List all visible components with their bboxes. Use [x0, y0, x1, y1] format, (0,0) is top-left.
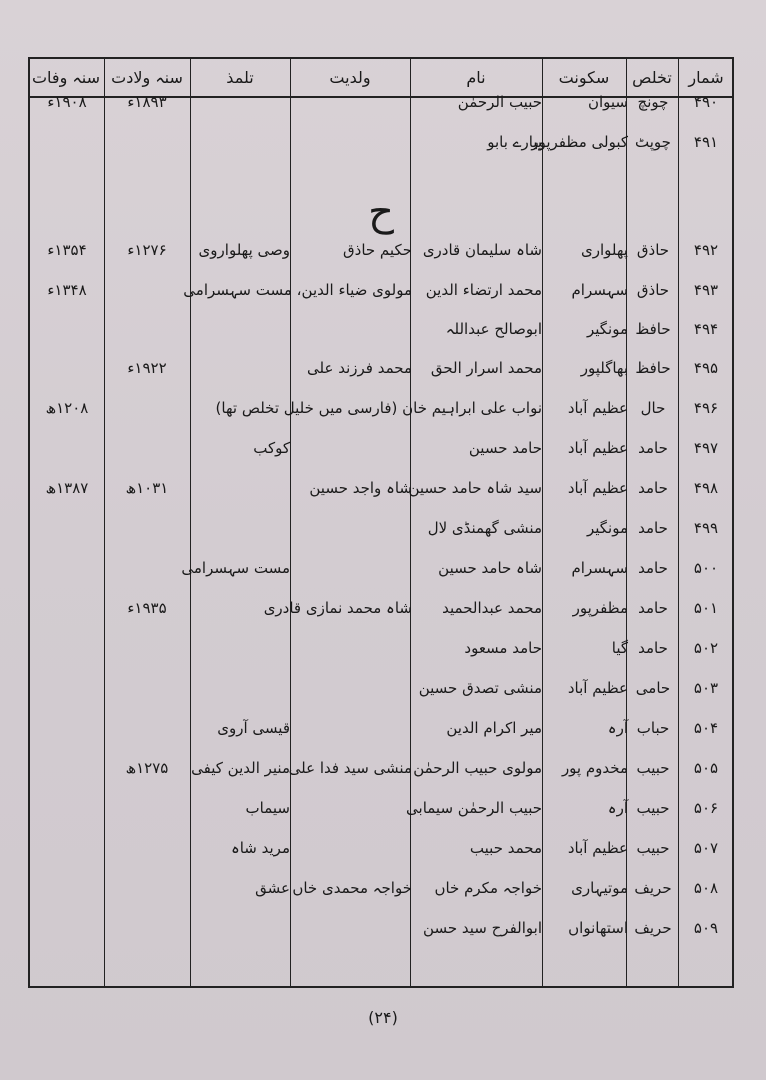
father-cell [292, 86, 412, 118]
teacher-cell [192, 472, 290, 504]
father-cell [292, 392, 412, 424]
name-cell: شاہ حامد حسین [438, 559, 542, 577]
father-cell [292, 432, 412, 464]
header-serial: شمار [688, 68, 724, 87]
name-cell: حبیب الرحمٰن سیمابی [406, 799, 542, 817]
name-cell: پیارے بابو [487, 133, 542, 151]
death-year-cell [32, 632, 102, 664]
name-cell: حبیب الرحمٰن [457, 93, 542, 111]
father-cell [292, 832, 412, 864]
teacher-cell [192, 512, 290, 544]
teacher-cell [192, 632, 290, 664]
birth-year-cell: ۱۰۳۱ھ [125, 479, 169, 497]
pen-name-cell: حامد [638, 599, 668, 617]
residence-cell: عظیم آباد [567, 479, 628, 497]
father-cell [292, 672, 412, 704]
father-cell: شاہ محمد نمازی قادری [263, 599, 412, 617]
residence-cell: عظیم آباد [567, 679, 628, 697]
teacher-cell [192, 274, 290, 306]
serial-cell: ۴۹۴ [693, 320, 719, 338]
father-cell [292, 792, 412, 824]
teacher-cell: منیر الدین کیفی [191, 759, 290, 777]
name-cell: حامد حسین [468, 439, 542, 457]
pen-name-cell: حافظ [635, 320, 671, 338]
serial-cell: ۵۰۳ [693, 679, 719, 697]
birth-year-cell: ۱۸۹۳ء [127, 93, 167, 111]
name-cell: شاہ سلیمان قادری [422, 241, 542, 259]
pen-name-cell: حاذق [636, 241, 670, 259]
birth-year-cell [106, 672, 188, 704]
pen-name-cell: حال [640, 399, 666, 417]
death-year-cell [32, 126, 102, 158]
father-cell: حکیم حاذق [343, 241, 412, 259]
pen-name-cell: حافظ [635, 359, 671, 377]
serial-cell: ۵۰۹ [693, 919, 719, 937]
pen-name-cell: حامد [638, 479, 668, 497]
teacher-cell: مرید شاہ [230, 839, 290, 857]
serial-cell: ۴۹۲ [693, 241, 719, 259]
poets-table [28, 57, 734, 988]
teacher-cell [192, 592, 290, 624]
birth-year-cell [106, 126, 188, 158]
pen-name-cell: چوپٹ [635, 133, 671, 151]
death-year-cell [32, 912, 102, 944]
serial-cell: ۵۰۷ [693, 839, 719, 857]
serial-cell: ۴۹۹ [693, 519, 719, 537]
death-year-cell [32, 313, 102, 345]
birth-year-cell [106, 632, 188, 664]
teacher-cell: عشق [255, 879, 290, 897]
column-rule [104, 59, 105, 986]
header-birth-year: سنہ ولادت [111, 68, 183, 87]
name-cell: محمد اسرار الحق [430, 359, 542, 377]
name-cell: منشی تصدق حسین [418, 679, 542, 697]
death-year-cell [32, 832, 102, 864]
teacher-cell: قیسی آروی [217, 719, 290, 737]
header-father: ولدیت [329, 68, 371, 87]
death-year-cell: ۱۹۰۸ء [47, 93, 87, 111]
birth-year-cell [106, 512, 188, 544]
death-year-cell: ۱۳۸۷ھ [45, 479, 89, 497]
birth-year-cell: ۱۲۷۵ھ [125, 759, 169, 777]
serial-cell: ۵۰۴ [693, 719, 719, 737]
death-year-cell [32, 552, 102, 584]
serial-cell: ۴۹۷ [693, 439, 719, 457]
page-number: (۲۴) [368, 1008, 398, 1027]
pen-name-cell: حامد [638, 639, 668, 657]
serial-cell: ۴۹۶ [693, 399, 719, 417]
pen-name-cell: حامد [638, 439, 668, 457]
father-cell [292, 126, 412, 158]
pen-name-cell: حامد [638, 519, 668, 537]
serial-cell: ۴۹۸ [693, 479, 719, 497]
pen-name-cell: حبیب [636, 799, 670, 817]
teacher-cell: کوکب [253, 439, 290, 457]
residence-cell: سہسرام [571, 559, 628, 577]
name-cell: نواب علی ابراہیم خان (فارسی میں خلیل تخلص تھا) [215, 399, 542, 417]
residence-cell: مونگیر [586, 519, 628, 537]
name-cell: میر اکرام الدین [446, 719, 542, 737]
birth-year-cell [106, 792, 188, 824]
header-name: نام [466, 68, 486, 87]
death-year-cell: ۱۳۴۸ء [47, 281, 87, 299]
header-pen-name: تخلص [632, 68, 672, 87]
residence-cell: بھاگلپور [580, 359, 628, 377]
father-cell [292, 512, 412, 544]
father-cell [292, 712, 412, 744]
residence-cell: سیوان [587, 93, 628, 111]
father-cell [292, 552, 412, 584]
serial-cell: ۵۰۵ [693, 759, 719, 777]
residence-cell: مونگیر [586, 320, 628, 338]
teacher-cell [192, 352, 290, 384]
birth-year-cell [106, 432, 188, 464]
residence-cell: مظفرپور [572, 599, 628, 617]
death-year-cell [32, 752, 102, 784]
pen-name-cell: چونچ [637, 93, 669, 111]
birth-year-cell [106, 912, 188, 944]
teacher-cell: مست سہسرامی [181, 559, 290, 577]
column-rule [542, 59, 543, 986]
header-residence: سکونت [558, 68, 610, 87]
father-cell: مولوی ضیاء الدین، مست سہسرامی [183, 281, 412, 299]
column-rule [290, 59, 291, 986]
residence-cell: عظیم آباد [567, 439, 628, 457]
death-year-cell: ۱۳۵۴ء [47, 241, 87, 259]
teacher-cell [192, 912, 290, 944]
death-year-cell: ۱۲۰۸ھ [45, 399, 89, 417]
birth-year-cell [106, 274, 188, 306]
serial-cell: ۴۹۰ [693, 93, 719, 111]
teacher-cell: سیماب [245, 799, 290, 817]
name-cell: محمد حبیب [469, 839, 542, 857]
name-cell: ابوالفرح سید حسن [423, 919, 542, 937]
header-teacher: تلمذ [226, 68, 254, 87]
birth-year-cell [106, 313, 188, 345]
pen-name-cell: حامد [638, 559, 668, 577]
residence-cell: کبولی مظفرپور [531, 133, 628, 151]
pen-name-cell: حامی [635, 679, 671, 697]
father-cell: شاہ واجد حسین [309, 479, 412, 497]
residence-cell: مخدوم پور [561, 759, 628, 777]
pen-name-cell: حریف [634, 919, 672, 937]
residence-cell: استھانواں [568, 919, 628, 937]
residence-cell: عظیم آباد [567, 399, 628, 417]
teacher-cell: وصی پھلواروی [198, 241, 290, 259]
death-year-cell [32, 672, 102, 704]
birth-year-cell [106, 392, 188, 424]
name-cell: مولوی حبیب الرحمٰن [413, 759, 542, 777]
birth-year-cell: ۱۹۲۲ء [127, 359, 167, 377]
name-cell: محمد ارتضاء الدین [425, 281, 542, 299]
teacher-cell [192, 672, 290, 704]
residence-cell: آرہ [607, 719, 628, 737]
residence-cell: موتیہاری [571, 879, 628, 897]
pen-name-cell: حباب [636, 719, 670, 737]
serial-cell: ۴۹۵ [693, 359, 719, 377]
name-cell: منشی گھمنڈی لال [427, 519, 542, 537]
death-year-cell [32, 592, 102, 624]
father-cell [292, 912, 412, 944]
teacher-cell [192, 313, 290, 345]
residence-cell: سہسرام [571, 281, 628, 299]
birth-year-cell [106, 552, 188, 584]
residence-cell: آرہ [607, 799, 628, 817]
father-cell [292, 313, 412, 345]
serial-cell: ۵۰۱ [693, 599, 719, 617]
birth-year-cell [106, 712, 188, 744]
serial-cell: ۴۹۱ [693, 133, 719, 151]
death-year-cell [32, 712, 102, 744]
death-year-cell [32, 352, 102, 384]
birth-year-cell [106, 832, 188, 864]
serial-cell: ۴۹۳ [693, 281, 719, 299]
pen-name-cell: حبیب [636, 839, 670, 857]
header-death-year: سنہ وفات [31, 68, 100, 87]
name-cell: حامد مسعود [464, 639, 542, 657]
section-letter: ح [368, 189, 394, 235]
name-cell: خواجہ مکرم خاں [434, 879, 542, 897]
birth-year-cell: ۱۲۷۶ء [127, 241, 167, 259]
serial-cell: ۵۰۰ [693, 559, 719, 577]
name-cell: ابوصالح عبداللہ [445, 320, 542, 338]
serial-cell: ۵۰۶ [693, 799, 719, 817]
birth-year-cell [106, 872, 188, 904]
father-cell: منشی سید فدا علی [288, 759, 412, 777]
death-year-cell [32, 792, 102, 824]
residence-cell: گیا [611, 639, 628, 657]
pen-name-cell: حریف [634, 879, 672, 897]
death-year-cell [32, 512, 102, 544]
birth-year-cell: ۱۹۳۵ء [127, 599, 167, 617]
pen-name-cell: حبیب [636, 759, 670, 777]
death-year-cell [32, 872, 102, 904]
column-rule [190, 59, 191, 986]
name-cell: محمد عبدالحمید [442, 599, 542, 617]
serial-cell: ۵۰۲ [693, 639, 719, 657]
serial-cell: ۵۰۸ [693, 879, 719, 897]
column-rule [678, 59, 679, 986]
father-cell [292, 632, 412, 664]
father-cell: خواجہ محمدی خاں [292, 879, 412, 897]
teacher-cell [192, 86, 290, 118]
name-cell: سید شاہ حامد حسین [408, 479, 542, 497]
teacher-cell [192, 392, 290, 424]
residence-cell: پھلواری [581, 241, 628, 259]
teacher-cell [192, 126, 290, 158]
death-year-cell [32, 432, 102, 464]
pen-name-cell: حاذق [636, 281, 670, 299]
father-cell: محمد فرزند علی [307, 359, 412, 377]
residence-cell: عظیم آباد [567, 839, 628, 857]
